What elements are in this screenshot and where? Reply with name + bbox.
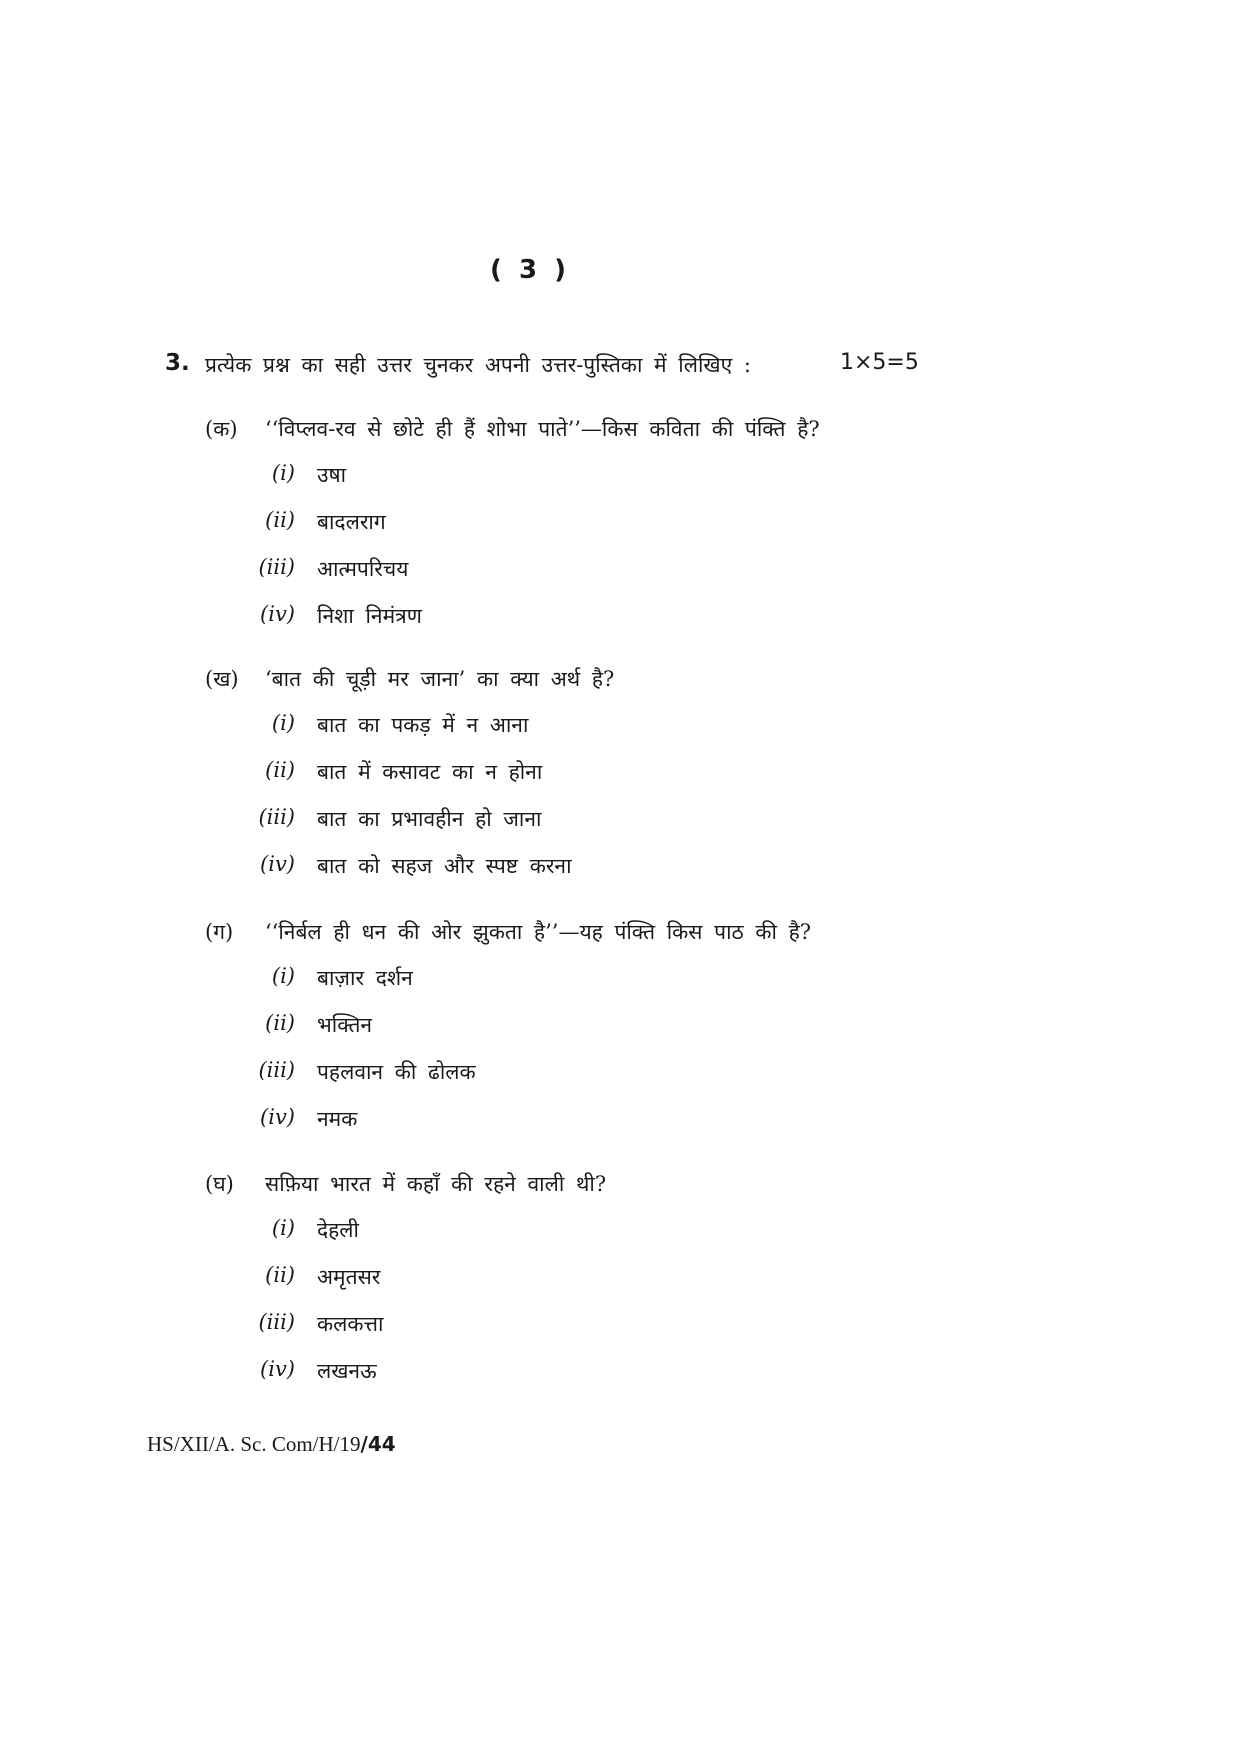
options-list xyxy=(205,964,925,1152)
paper-code xyxy=(147,1432,396,1457)
option-item xyxy=(205,555,925,602)
option-text: अमृतसर xyxy=(317,1265,381,1289)
page-number: ( 3 ) xyxy=(490,255,570,285)
subquestion-label: (घ) xyxy=(205,1172,234,1196)
option-item xyxy=(205,461,925,508)
option-item xyxy=(205,508,925,555)
option-item xyxy=(205,964,925,1011)
option-number: (iv) xyxy=(260,602,295,626)
subquestion-text: ‘‘निर्बल ही धन की ओर झुकता है’’—यह पंक्ति किस पाठ की है? xyxy=(265,920,812,944)
option-text: बात का पकड़ में न आना xyxy=(317,713,529,737)
option-number: (i) xyxy=(271,964,295,988)
option-text: कलकत्ता xyxy=(317,1312,384,1336)
option-item xyxy=(205,1310,925,1357)
subquestion-kha xyxy=(205,665,925,899)
option-text: निशा निमंत्रण xyxy=(317,604,422,628)
subquestion-ka xyxy=(205,415,925,649)
subquestion-text: ‘बात की चूड़ी मर जाना’ का क्या अर्थ है? xyxy=(265,667,615,691)
subquestion-label: (क) xyxy=(205,417,238,441)
option-number: (ii) xyxy=(265,508,295,532)
option-number: (ii) xyxy=(265,1011,295,1035)
option-item xyxy=(205,852,925,899)
option-text: बाज़ार दर्शन xyxy=(317,966,413,990)
option-number: (ii) xyxy=(265,1263,295,1287)
question-instruction: प्रत्येक प्रश्न का सही उत्तर चुनकर अपनी उत्तर-पुस्तिका में लिखिए : xyxy=(205,353,751,377)
subquestion-text: ‘‘विप्लव-रव से छोटे ही हैं शोभा पाते’’—किस कविता की पंक्ति है? xyxy=(265,417,820,441)
question-marks: 1×5=5 xyxy=(840,350,919,375)
option-number: (i) xyxy=(271,461,295,485)
option-text: बात में कसावट का न होना xyxy=(317,760,543,784)
option-item xyxy=(205,1011,925,1058)
option-item xyxy=(205,805,925,852)
option-item xyxy=(205,1058,925,1105)
options-list xyxy=(205,1216,925,1404)
option-item xyxy=(205,1216,925,1263)
option-number: (i) xyxy=(271,711,295,735)
option-number: (iii) xyxy=(258,805,295,829)
option-item xyxy=(205,1263,925,1310)
subquestion-text: सफ़िया भारत में कहाँ की रहने वाली थी? xyxy=(265,1172,607,1196)
option-item xyxy=(205,1105,925,1152)
subquestion-label: (ख) xyxy=(205,667,239,691)
option-number: (iii) xyxy=(258,1058,295,1082)
option-item xyxy=(205,1357,925,1404)
option-number: (iv) xyxy=(260,1105,295,1129)
option-item xyxy=(205,711,925,758)
question-header xyxy=(165,350,925,384)
paper-code-bold: /44 xyxy=(360,1432,396,1456)
subquestion-ga xyxy=(205,918,925,1152)
subquestion-gha xyxy=(205,1170,925,1404)
option-item xyxy=(205,602,925,649)
option-number: (iii) xyxy=(258,555,295,579)
paper-code-text: HS/XII/A. Sc. Com/H/19 xyxy=(147,1432,361,1456)
subquestion-label: (ग) xyxy=(205,920,234,944)
option-number: (iv) xyxy=(260,1357,295,1381)
option-text: बात का प्रभावहीन हो जाना xyxy=(317,807,542,831)
option-text: उषा xyxy=(317,463,347,487)
option-text: पहलवान की ढोलक xyxy=(317,1060,476,1084)
option-text: देहली xyxy=(317,1218,359,1242)
option-number: (iv) xyxy=(260,852,295,876)
question-number: 3. xyxy=(165,350,190,376)
option-text: लखनऊ xyxy=(317,1359,377,1383)
option-text: भक्तिन xyxy=(317,1013,373,1037)
option-text: आत्मपरिचय xyxy=(317,557,409,581)
options-list xyxy=(205,711,925,899)
option-item xyxy=(205,758,925,805)
options-list xyxy=(205,461,925,649)
option-number: (iii) xyxy=(258,1310,295,1334)
option-text: नमक xyxy=(317,1107,358,1131)
option-text: बात को सहज और स्पष्ट करना xyxy=(317,854,572,878)
option-number: (i) xyxy=(271,1216,295,1240)
option-number: (ii) xyxy=(265,758,295,782)
option-text: बादलराग xyxy=(317,510,386,534)
